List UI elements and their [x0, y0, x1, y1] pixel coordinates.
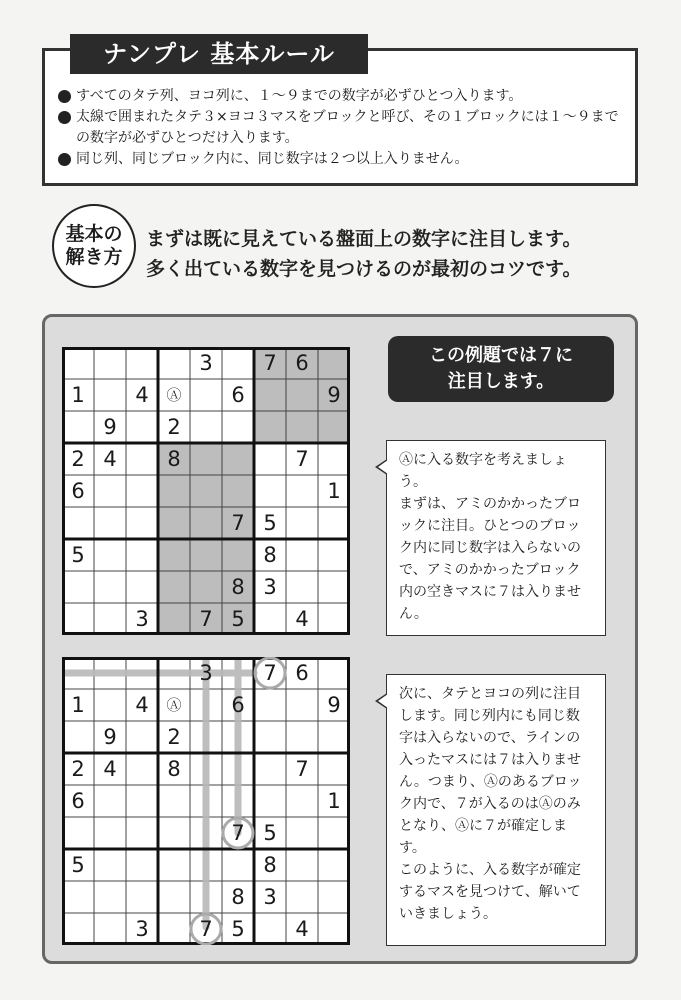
sudoku-cell: 3 [263, 885, 277, 909]
grid-lines [62, 657, 350, 945]
bubble-text: まずは、アミのかかったブロックに注目。ひとつのブロック内に同じ数字は入らないので、アミのかかったブロック内の空きマスに７は入りません。 [399, 496, 581, 622]
grid-lines [62, 347, 350, 635]
rule-item [58, 86, 628, 107]
sudoku-cell: 7 [231, 821, 245, 845]
sudoku-cell: 3 [135, 917, 149, 941]
sudoku-cell: 7 [231, 511, 245, 535]
tag-line: 注目します。 [447, 371, 555, 392]
sudoku-grid-2 [62, 657, 350, 945]
sudoku-cell: 8 [167, 757, 181, 781]
bullet-icon [58, 153, 71, 166]
sudoku-cell: 8 [231, 575, 245, 599]
sudoku-cell: 2 [71, 447, 85, 471]
sudoku-cell: 5 [71, 853, 85, 877]
explanation-bubble-1 [386, 440, 606, 636]
method-text [146, 224, 581, 284]
method-line: 多く出ている数字を見つけるのが最初のコツです。 [146, 258, 582, 280]
sudoku-cell: 8 [167, 447, 181, 471]
sudoku-cell: 7 [263, 351, 277, 375]
sudoku-cell: 6 [231, 693, 245, 717]
sudoku-cell: 5 [71, 543, 85, 567]
sudoku-cell: 8 [231, 885, 245, 909]
sudoku-cell: 9 [103, 725, 117, 749]
sudoku-cell: 5 [263, 511, 277, 535]
sudoku-cell: 4 [295, 917, 309, 941]
sudoku-cell: 9 [103, 415, 117, 439]
rule-text: 同じ列、同じブロック内に、同じ数字は２つ以上入りません。 [76, 151, 469, 167]
bubble-text: Ⓐに入る数字を考えましょう。 [399, 452, 567, 490]
rule-item [58, 107, 628, 149]
sudoku-cell: 7 [199, 917, 213, 941]
sudoku-cell: 1 [71, 693, 85, 717]
sudoku-cell: 8 [263, 543, 277, 567]
rule-text: すべてのタテ列、ヨコ列に、１～９までの数字が必ずひとつ入ります。 [76, 88, 523, 104]
sudoku-cell: 2 [71, 757, 85, 781]
bullet-icon [58, 111, 71, 124]
rules-list [58, 86, 628, 170]
sudoku-cell: 4 [135, 383, 149, 407]
bubble-text: 次に、タテとヨコの列に注目します。同じ列内にも同じ数字は入らないので、ラインの入ったマスには７は入りません。つまり、Ⓐのあるブロック内で、７が入るのはⒶのみとなり、Ⓐに７が確定します。 [399, 686, 582, 856]
rule-text: 太線で囲まれたタテ３×ヨコ３マスをブロックと呼び、その１ブロックには１～９までの数字が必ずひとつだけ入ります。 [76, 109, 619, 146]
tag-line: この例題では７に [429, 345, 573, 366]
sudoku-cell: Ⓐ [166, 386, 182, 404]
badge-line: 解き方 [65, 246, 123, 268]
sudoku-cell: 8 [263, 853, 277, 877]
sudoku-cell: 7 [295, 757, 309, 781]
sudoku-cell: 2 [167, 725, 181, 749]
sudoku-cell: 5 [231, 917, 245, 941]
sudoku-cell: 5 [263, 821, 277, 845]
sudoku-grid-1 [62, 347, 350, 635]
sudoku-cell: 6 [71, 789, 85, 813]
sudoku-cell: 7 [263, 661, 277, 685]
sudoku-cell: 7 [199, 607, 213, 631]
example-tag [388, 336, 614, 402]
sudoku-cell: 3 [199, 661, 213, 685]
bubble-text: このように、入る数字が確定するマスを見つけて、解いていきましょう。 [399, 862, 581, 922]
sudoku-cell: 9 [327, 693, 341, 717]
sudoku-cell: 1 [327, 789, 341, 813]
badge-line: 基本の [65, 223, 123, 245]
sudoku-cell: 4 [103, 757, 117, 781]
sudoku-cell: 3 [199, 351, 213, 375]
sudoku-cell: Ⓐ [166, 696, 182, 714]
rule-item [58, 149, 628, 170]
sudoku-cell: 1 [71, 383, 85, 407]
sudoku-cell: 6 [231, 383, 245, 407]
sudoku-cell: 6 [295, 351, 309, 375]
sudoku-cell: 4 [103, 447, 117, 471]
sudoku-cell: 4 [295, 607, 309, 631]
rules-title: ナンプレ 基本ルール [70, 34, 368, 74]
bullet-icon [58, 90, 71, 103]
sudoku-cell: 3 [135, 607, 149, 631]
sudoku-cell: 3 [263, 575, 277, 599]
sudoku-cell: 6 [295, 661, 309, 685]
sudoku-cell: 1 [327, 479, 341, 503]
sudoku-cell: 7 [295, 447, 309, 471]
method-line: まずは既に見えている盤面上の数字に注目します。 [146, 228, 582, 250]
sudoku-cell: 4 [135, 693, 149, 717]
sudoku-cell: 2 [167, 415, 181, 439]
explanation-bubble-2 [386, 674, 606, 946]
method-badge [52, 204, 136, 288]
sudoku-cell: 5 [231, 607, 245, 631]
sudoku-cell: 9 [327, 383, 341, 407]
sudoku-cell: 6 [71, 479, 85, 503]
